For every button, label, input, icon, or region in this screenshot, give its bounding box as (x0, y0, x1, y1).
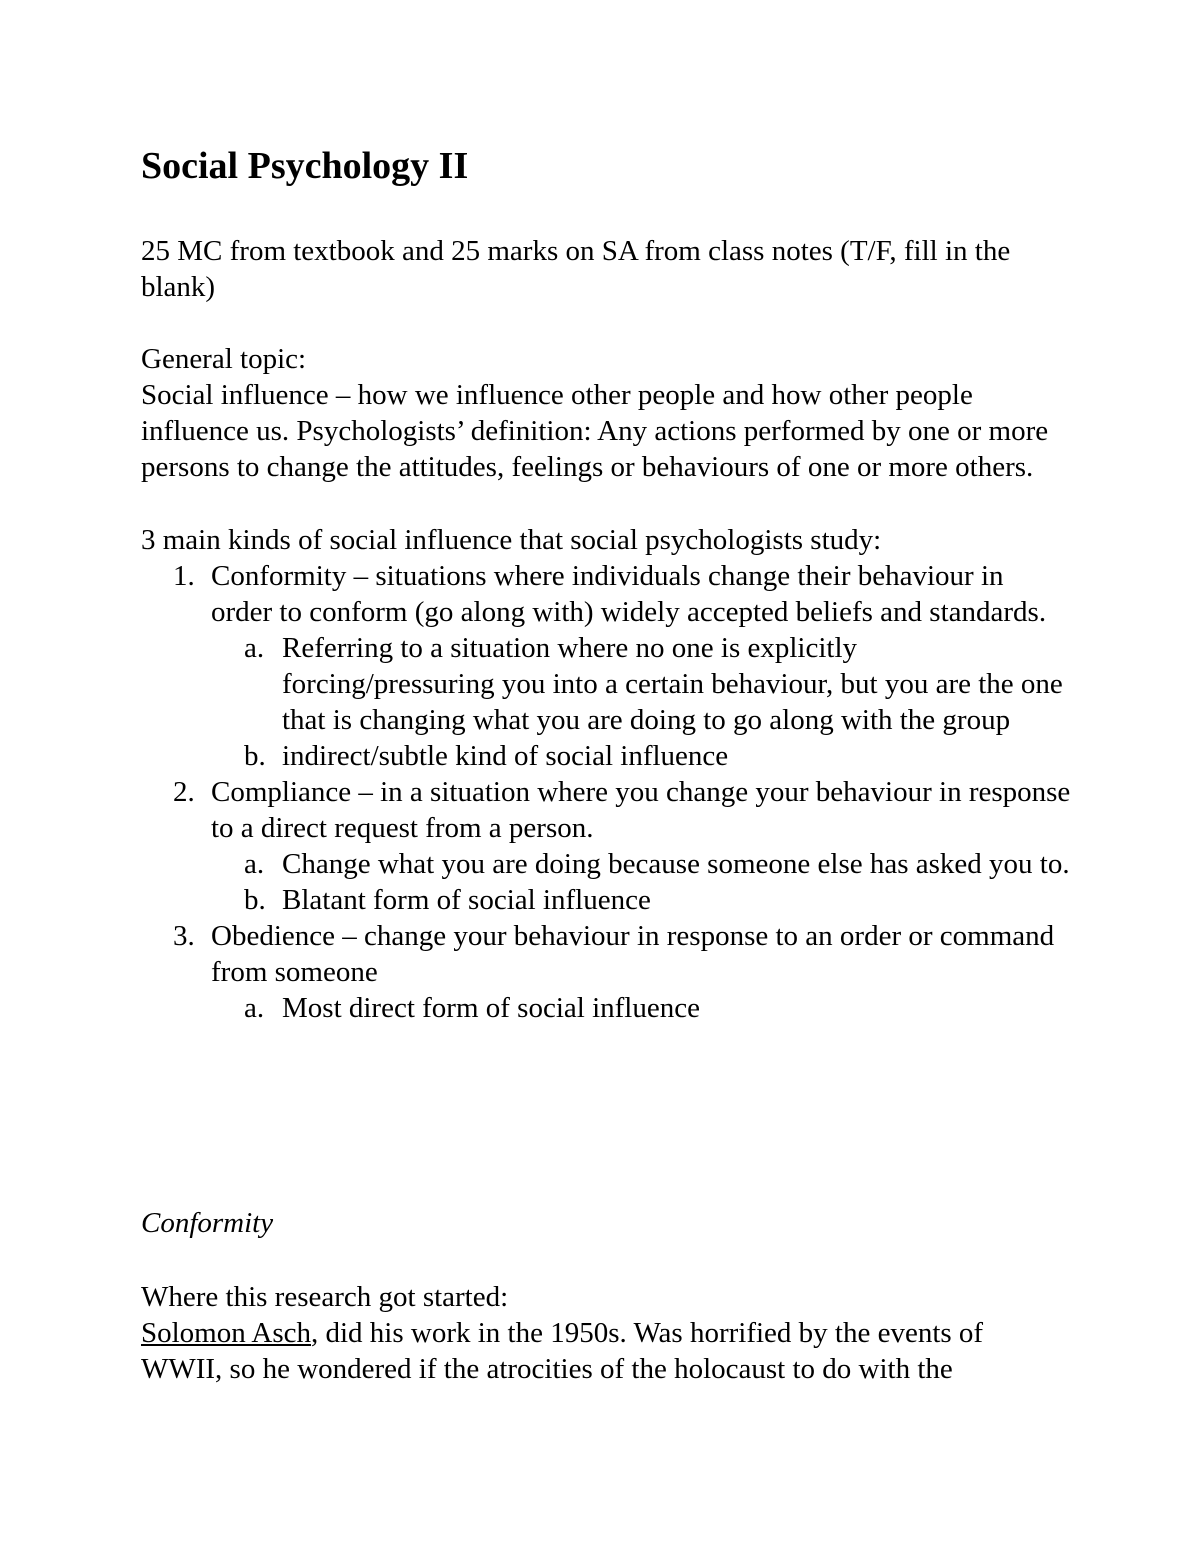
asch-name: Solomon Asch (141, 1317, 311, 1349)
conformity-heading: Conformity (141, 1207, 274, 1239)
sub-item (141, 846, 1071, 882)
sub-item-text: Change what you are doing because someone else has asked you to. (282, 848, 1070, 880)
sub-item (141, 630, 1071, 738)
research-label: Where this research got started: (141, 1281, 509, 1313)
sub-item-text: Referring to a situation where no one is explicitly forcing/pressuring you into a certain behaviour, but you are the one that is changing what you are doing to go along with the group (282, 632, 1063, 736)
kinds-list (141, 558, 1071, 1026)
asch-paragraph (141, 1315, 1071, 1387)
sub-item-text: Most direct form of social influence (282, 992, 700, 1024)
sub-item-text: indirect/subtle kind of social influence (282, 740, 729, 772)
list-item-text: Obedience – change your behaviour in response to an order or command from someone (211, 920, 1055, 988)
list-item-conformity (141, 558, 1071, 630)
list-item-text: Conformity – situations where individuals change their behaviour in order to conform (go along with) widely accepted beliefs and standards. (211, 560, 1047, 628)
list-item-number: 1. (173, 560, 195, 592)
list-item-obedience (141, 918, 1071, 990)
kinds-intro: 3 main kinds of social influence that social psychologists study: (141, 524, 882, 556)
sub-item (141, 990, 1071, 1026)
list-item-text: Compliance – in a situation where you change your behaviour in response to a direct request from a person. (211, 776, 1071, 844)
intro-paragraph: 25 MC from textbook and 25 marks on SA from class notes (T/F, fill in the blank) (141, 235, 1011, 303)
sub-item (141, 738, 1071, 774)
sub-item-letter: b. (244, 884, 266, 916)
list-item-number: 3. (173, 920, 195, 952)
sub-item-letter: a. (244, 992, 265, 1024)
sub-item (141, 882, 1071, 918)
general-topic-label: General topic: (141, 343, 307, 375)
document-title: Social Psychology II (141, 145, 469, 187)
list-item-number: 2. (173, 776, 195, 808)
list-item-compliance (141, 774, 1071, 846)
asch-text: , did his work in the 1950s. Was horrified by the events of WWII, so he wondered if the atrocities of the holocaust to do with the (141, 1317, 984, 1385)
sub-item-letter: a. (244, 848, 265, 880)
sub-item-text: Blatant form of social influence (282, 884, 651, 916)
social-influence-definition: Social influence – how we influence other people and how other people influence us. Psychologists’ definition: Any actions performed by one or more persons to change the attitudes, feelings or behaviours of one or more others. (141, 379, 1049, 483)
sub-item-letter: a. (244, 632, 265, 664)
sub-item-letter: b. (244, 740, 266, 772)
